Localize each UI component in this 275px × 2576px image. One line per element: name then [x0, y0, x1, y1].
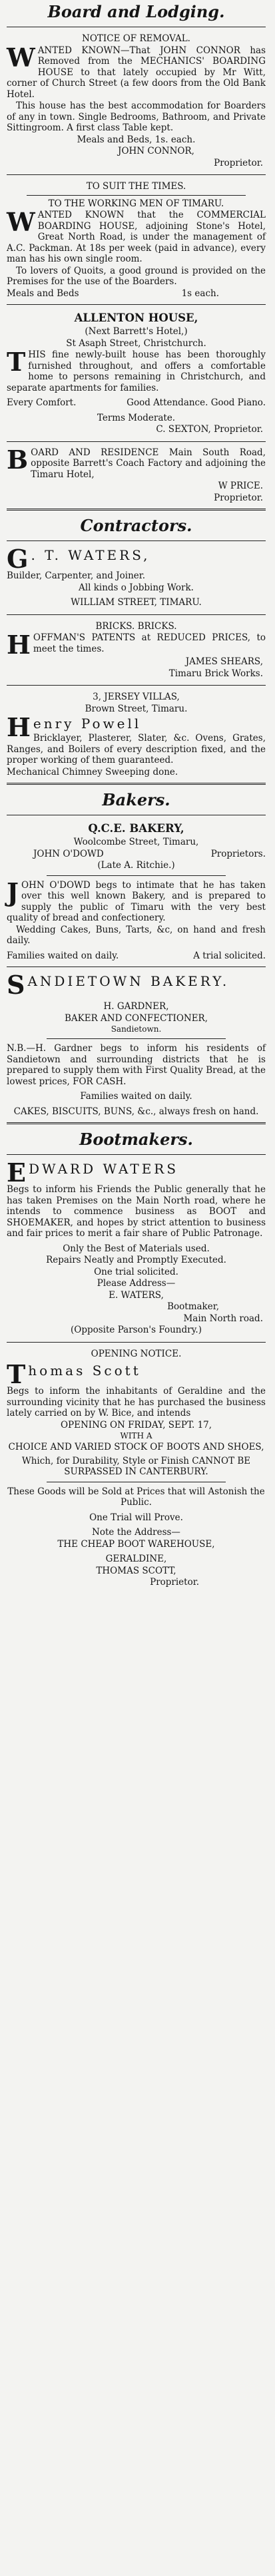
ad-meals-left: Meals and Beds — [7, 288, 79, 299]
ad-heading: NOTICE OF REMOVAL. — [82, 33, 190, 44]
drop-cap: S — [7, 970, 25, 1000]
ad-sig-place: Timaru Brick Works. — [168, 668, 263, 679]
ad-trade: Builder, Carpenter, and Joiner. — [7, 570, 146, 581]
ad-which: Which, for Durability, Style or Finish CANNOT BE SURPASSED IN CANTERBURY. — [21, 1455, 251, 1477]
divider — [7, 509, 266, 511]
ad-line-1: Only the Best of Materials used. — [63, 1243, 210, 1254]
drop-cap: H — [7, 630, 31, 660]
divider — [7, 783, 266, 785]
ad-sig-name: E. WATERS, — [109, 1289, 164, 1301]
ad-edward-waters — [5, 1159, 267, 1338]
ad-body: HIS fine newly-built house has been thoroughly furnished throughout, and offers a comfortable home to persons remaining in Christchurch, and separate apartments for families. — [7, 349, 266, 393]
ad-subheading: TO THE WORKING MEN OF TIMARU. — [48, 198, 224, 209]
divider — [7, 614, 266, 615]
ad-trade: BAKER AND CONFECTIONER, — [64, 1012, 208, 1024]
ad-body-2: Wedding Cakes, Buns, Tarts, &c, on hand and fresh daily. — [7, 924, 266, 946]
ad-families: Families waited on daily. — [80, 1091, 192, 1102]
ad-place: Sandietown. — [111, 1024, 162, 1034]
ad-heading: Q.C.E. BAKERY, — [88, 822, 184, 835]
ad-meals: Meals and Beds, 1s. each. — [77, 134, 196, 145]
ad-street: Brown Street, Timaru. — [85, 703, 188, 714]
ad-jersey-villas — [5, 690, 267, 779]
divider — [7, 966, 266, 967]
section-heading-board: Board and Lodging. — [47, 2, 225, 21]
ad-heading: TO SUIT THE TIMES. — [86, 181, 186, 192]
section-heading-bakers: Bakers. — [102, 790, 170, 809]
ad-heading: 3, JERSEY VILLAS, — [93, 692, 180, 702]
ad-goods: These Goods will be Sold at Prices that will Astonish the Public. — [7, 1486, 265, 1508]
ad-trial: One Trial will Prove. — [89, 1512, 183, 1523]
ad-allenton-house — [5, 309, 267, 437]
ad-body: Begs to inform his Friends the Public generally that he has taken Premises on the Main North road, where he intends to commence business as BOOT and SHOEMAKER, and hopes by strict attention to business and fair prices to merit a fair share of Public Patronage. — [7, 1184, 266, 1239]
ad-address: WILLIAM STREET, TIMARU. — [71, 597, 202, 608]
ad-name: homas Scott — [28, 1363, 141, 1379]
divider — [7, 1342, 266, 1343]
ad-heading: DWARD WATERS — [28, 1161, 179, 1177]
drop-cap: W — [7, 207, 35, 237]
ad-bricks — [5, 619, 267, 682]
drop-cap: W — [7, 42, 35, 73]
ad-families-left: Families waited on daily. — [7, 950, 119, 961]
ad-body: Bricklayer, Plasterer, Slater, &c. Ovens, Grates, Ranges, and Boilers of every description fixed, and the proper working of them guaranteed. — [7, 733, 266, 765]
drop-cap: H — [7, 712, 31, 742]
ad-to-suit-the-times — [5, 179, 267, 300]
drop-cap: B — [7, 444, 29, 475]
ad-sig-road: Main North road. — [183, 1313, 263, 1324]
ad-street: Woolcombe Street, Timaru, — [73, 837, 199, 847]
ad-line-3: One trial solicited. — [94, 1266, 178, 1277]
ad-owner: THOMAS SCOTT, — [96, 1565, 176, 1576]
ad-town: GERALDINE, — [105, 1554, 167, 1564]
section-heading-contractors: Contractors. — [80, 516, 192, 535]
ad-last: Mechanical Chimney Sweeping done. — [7, 766, 178, 777]
ad-body: OHN O'DOWD begs to intimate that he has taken over this well known Bakery, and is prepared to supply the public of Timaru with the very best quality of bread and confectionery. — [7, 879, 266, 923]
divider — [7, 174, 266, 175]
ad-street: St Asaph Street, Christchurch. — [66, 337, 206, 349]
drop-cap: E — [7, 1158, 26, 1187]
ad-note: Note the Address— — [92, 1527, 180, 1538]
divider — [7, 1154, 266, 1155]
ad-name: H. GARDNER, — [103, 1001, 169, 1012]
divider — [7, 540, 266, 541]
ad-cakes: CAKES, BISCUITS, BUNS, &c., always fresh on hand. — [13, 1106, 259, 1117]
ad-heading: OPENING NOTICE. — [91, 1348, 182, 1359]
ad-body: OFFMAN'S PATENTS at REDUCED PRICES, to meet the times. — [33, 632, 266, 654]
drop-cap: J — [7, 877, 19, 907]
ad-body: Begs to inform the inhabitants of Geraldine and the surrounding vicinity that he has purchased the business lately carried on by W. Bice, and intends — [7, 1386, 266, 1418]
ad-qce-bakery — [5, 819, 267, 963]
ad-body-2: To lovers of Quoits, a good ground is provided on the Premises for the use of the Boarders. — [7, 265, 266, 287]
divider — [27, 195, 246, 196]
ad-thomas-scott — [5, 1347, 267, 1590]
ad-notice-of-removal — [5, 31, 267, 170]
ad-sig-title: Proprietor. — [214, 157, 263, 168]
ad-address-label: Please Address— — [97, 1278, 176, 1289]
ad-opposite: (Opposite Parson's Foundry.) — [71, 1325, 202, 1335]
divider — [7, 685, 266, 686]
divider — [7, 441, 266, 442]
ad-body: ANTED KNOWN—That JOHN CONNOR has Removed from the MECHANICS' BOARDING HOUSE to that lately occupied by Mr Witt, corner of Church Street (a few doors from the Old Bank Hotel. — [7, 45, 266, 100]
ad-sig: C. SEXTON, Proprietor. — [156, 424, 263, 435]
section-heading-bootmakers: Bootmakers. — [79, 1130, 193, 1149]
ad-body: N.B.—H. Gardner begs to inform his residents of Sandietown and surrounding districts that he is prepared to supply them with First Quality Bread, at the lowest prices, FOR CASH. — [7, 1043, 266, 1087]
ad-sub: (Next Barrett's Hotel,) — [85, 326, 188, 337]
ad-gt-waters — [5, 545, 267, 610]
ad-sig-name: JOHN CONNOR, — [118, 146, 194, 156]
divider — [47, 1038, 226, 1039]
ad-warehouse: THE CHEAP BOOT WAREHOUSE, — [57, 1538, 215, 1550]
ad-choice: CHOICE AND VARIED STOCK OF BOOTS AND SHOES, — [8, 1442, 264, 1452]
drop-cap: T — [7, 347, 26, 377]
ad-sig-name: W PRICE. — [218, 481, 263, 491]
divider — [47, 875, 226, 876]
drop-cap: G — [7, 544, 29, 574]
ad-name: . T. WATERS, — [31, 547, 150, 563]
ad-name: enry Powell — [33, 716, 142, 732]
ad-sig-name: JAMES SHEARS, — [185, 656, 263, 667]
drop-cap: T — [7, 1359, 26, 1389]
ad-sig-title: Bootmaker, — [167, 1301, 219, 1312]
ad-body: OARD AND RESIDENCE Main South Road, opposite Barrett's Coach Factory and adjoining the Timaru Hotel, — [31, 447, 266, 480]
ad-line-2: Repairs Neatly and Promptly Executed. — [46, 1255, 226, 1265]
ad-heading: ANDIETOWN BAKERY. — [27, 973, 230, 989]
ad-title: Proprietors. — [210, 848, 266, 859]
ad-late: (Late A. Ritchie.) — [97, 860, 175, 871]
ad-sandietown-bakery — [5, 971, 267, 1119]
ad-meals-right: 1s each. — [181, 288, 219, 299]
ad-comfort-left: Every Comfort. — [7, 397, 77, 408]
ad-families-right: A trial solicited. — [193, 950, 266, 961]
ad-comfort-right: Good Attendance. Good Piano. — [127, 397, 266, 408]
ad-terms: Terms Moderate. — [97, 412, 176, 423]
ad-heading: ALLENTON HOUSE, — [74, 312, 198, 324]
ad-body: ANTED KNOWN that the COMMERCIAL BOARDING HOUSE, adjoining Stone's Hotel, Great North Road, is under the management of A.C. Packman. At 18s per week (paid in advance), every man has his own single room. — [7, 210, 266, 264]
ad-opening: OPENING ON FRIDAY, SEPT. 17, — [60, 1419, 212, 1430]
ad-owner-title: Proprietor. — [150, 1577, 199, 1588]
ad-heading: BRICKS. BRICKS. — [95, 620, 177, 632]
ad-sig-title: Proprietor. — [214, 492, 263, 503]
ad-name: JOHN O'DOWD — [33, 848, 104, 859]
ad-with: WITH A — [120, 1431, 152, 1440]
divider — [7, 304, 266, 305]
ad-jobbing: All kinds o Jobbing Work. — [79, 582, 194, 593]
ad-board-and-residence — [5, 446, 267, 506]
ad-body-2: This house has the best accommodation for Boarders of any in town. Single Bedrooms, Bathroom, and Private Sittingroom. A first class Table kept. — [7, 101, 266, 133]
divider — [7, 1122, 266, 1124]
